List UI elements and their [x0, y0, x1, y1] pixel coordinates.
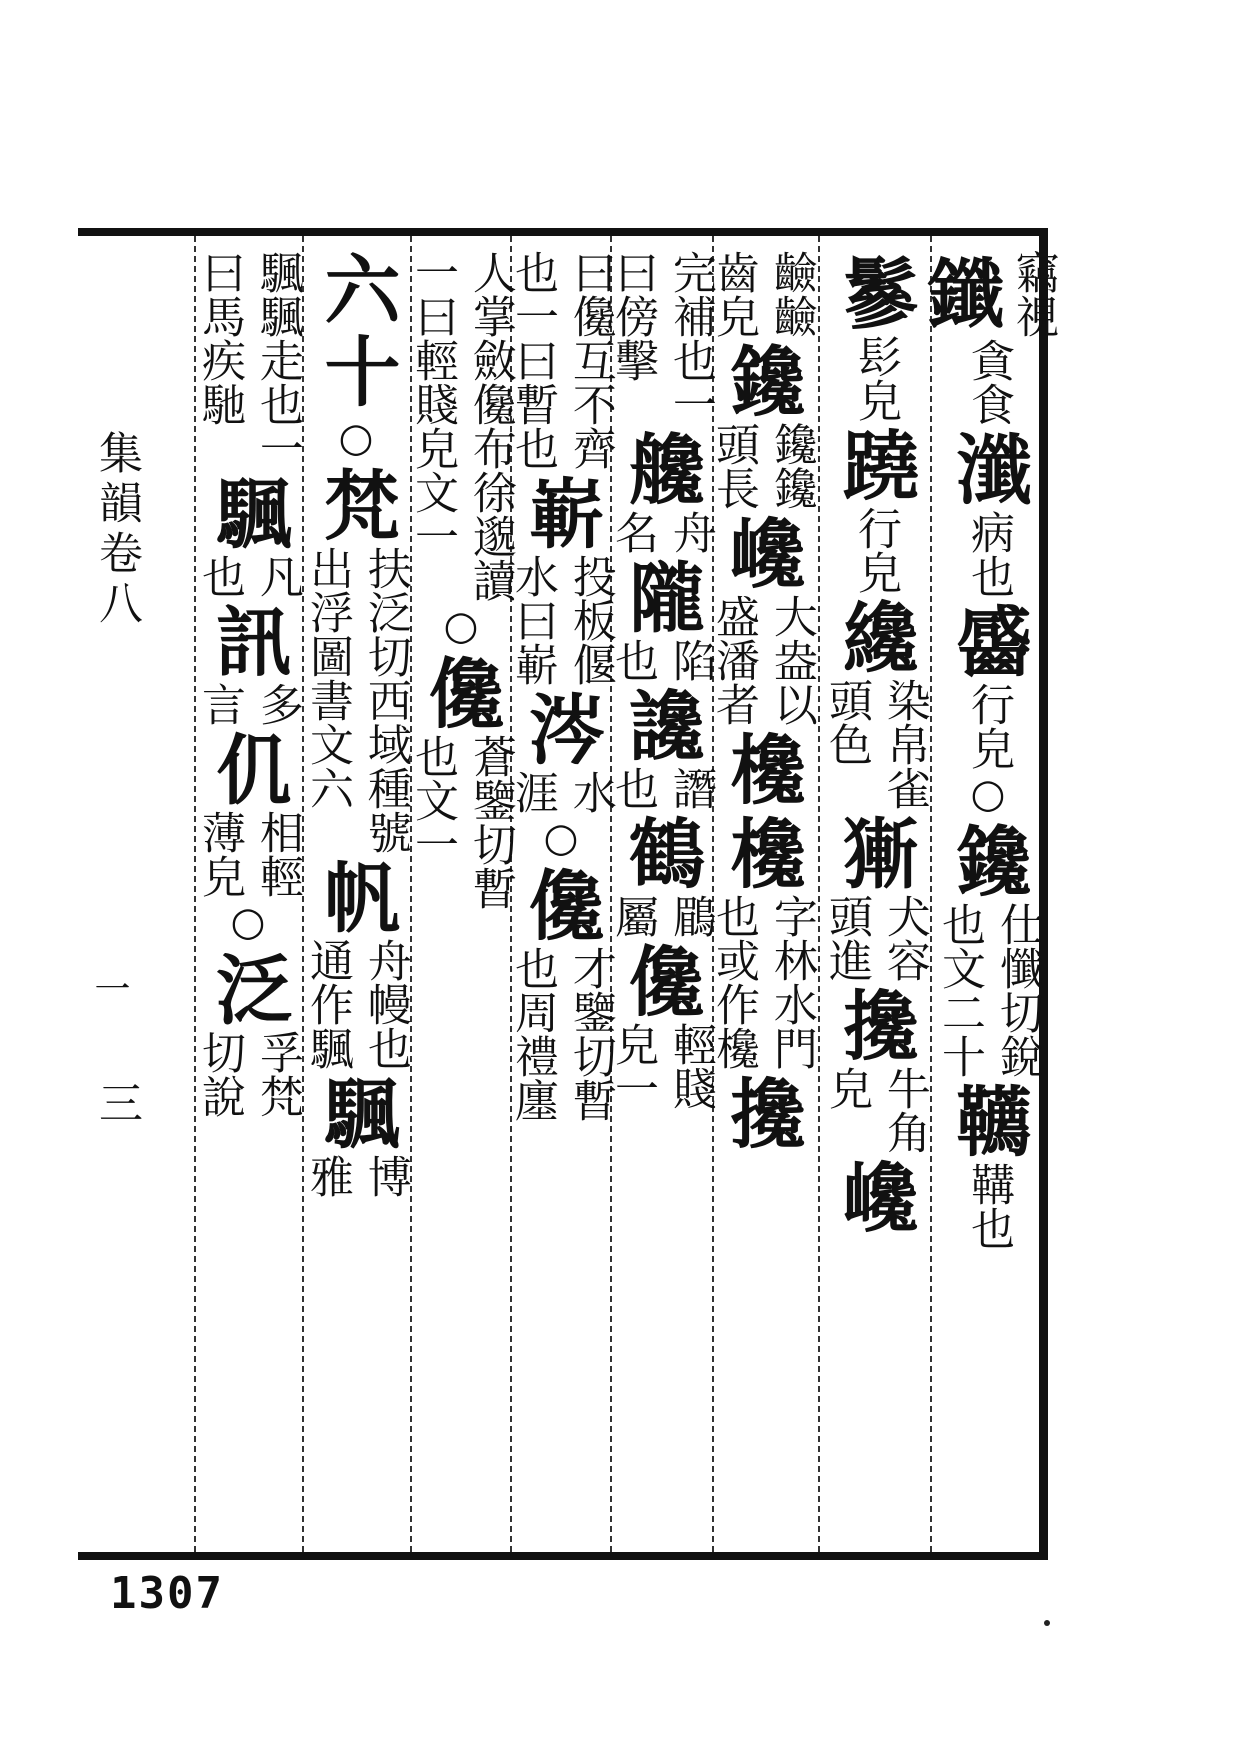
annotation-char: 儳	[464, 382, 516, 426]
margin-title: 集韻卷八	[91, 430, 142, 630]
annotation-char: 相	[251, 810, 303, 854]
annotation-char: 賤	[664, 1066, 716, 1110]
annotation-char: 作	[708, 982, 759, 1026]
annotation-block	[820, 1066, 930, 1154]
annotation-char: 擊	[607, 338, 658, 382]
annotation-char: 也	[194, 554, 245, 598]
annotation-char: 文	[407, 470, 458, 514]
annotation-char: 譖	[664, 766, 716, 810]
annotation-block	[606, 766, 716, 810]
headword: 帆	[311, 858, 401, 934]
headword: 巉	[830, 1158, 920, 1234]
annotation-char: 馬	[194, 294, 245, 338]
annotation-block	[301, 546, 411, 854]
text-column-3	[708, 250, 817, 1540]
annotation-char: 作	[302, 982, 353, 1026]
annotation-char: 二	[934, 990, 985, 1034]
column-flow	[302, 250, 411, 1198]
annotation-block	[506, 770, 616, 814]
annotation-block	[707, 422, 817, 510]
headword: 纔	[830, 598, 920, 674]
annotation-char: 斂	[464, 338, 516, 382]
annotation-block	[193, 682, 303, 726]
headword: 蹺	[830, 426, 920, 502]
annotation-char: 多	[251, 682, 303, 726]
annotation-char: 皃	[821, 1066, 872, 1110]
annotation-char: 鑒	[464, 778, 516, 822]
annotation-char: 大	[765, 594, 817, 638]
annotation-block	[820, 678, 930, 810]
annotation-char: 帛	[878, 722, 930, 766]
annotation-char: 水	[564, 770, 616, 814]
annotation-char: 一	[407, 514, 458, 558]
annotation-char: 偃	[564, 642, 616, 686]
annotation-char: 輕	[664, 1022, 716, 1066]
annotation-char: 也	[934, 902, 985, 946]
annotation-char: 切	[991, 990, 1043, 1034]
annotation-block	[849, 506, 901, 594]
headword: 梵	[311, 466, 401, 542]
column-flow	[915, 250, 1059, 1250]
headword: 隴	[616, 558, 706, 634]
annotation-char: 暫	[507, 382, 558, 426]
headword: 欃	[717, 814, 807, 890]
annotation-block	[301, 938, 411, 1070]
annotation-char: 博	[359, 1154, 411, 1198]
annotation-char: 病	[962, 510, 1014, 554]
annotation-char: 出	[302, 546, 353, 590]
annotation-block	[606, 250, 716, 426]
annotation-char: 一	[664, 382, 716, 426]
annotation-block	[506, 946, 616, 1122]
annotation-char: 銳	[991, 1034, 1043, 1078]
annotation-char: 輕	[251, 854, 303, 898]
entry-separator-circle: ○	[338, 415, 374, 461]
annotation-block	[849, 334, 901, 422]
annotation-char: 說	[194, 1074, 245, 1118]
annotation-char: 嶄	[507, 642, 558, 686]
entry-separator-circle: ○	[443, 603, 479, 649]
annotation-char: 潘	[708, 638, 759, 682]
annotation-char: 染	[878, 678, 930, 722]
annotation-char: 圖	[302, 634, 353, 678]
annotation-char: 薄	[194, 810, 245, 854]
annotation-char: 長	[708, 466, 759, 510]
annotation-block	[193, 1030, 303, 1118]
annotation-char: 行	[849, 506, 901, 550]
annotation-char: 廛	[507, 1078, 558, 1122]
text-column-8	[194, 250, 303, 1540]
annotation-block	[606, 894, 716, 938]
ink-dot	[1044, 1620, 1050, 1626]
annotation-char: 域	[359, 722, 411, 766]
annotation-char: 颿	[251, 294, 303, 338]
annotation-char: 暫	[464, 866, 516, 910]
annotation-char: 走	[251, 338, 303, 382]
annotation-block	[962, 338, 1014, 426]
annotation-char: 輕	[407, 338, 458, 382]
annotation-char: 角	[878, 1110, 930, 1154]
annotation-char: 切	[564, 1034, 616, 1078]
headword: 鬖	[830, 254, 920, 330]
annotation-char: 鑱	[765, 466, 817, 510]
annotation-block	[193, 810, 303, 898]
annotation-char: 以	[765, 682, 817, 726]
annotation-char: 欃	[708, 1026, 759, 1070]
headword: 嶄	[516, 474, 606, 550]
annotation-char: 字	[765, 894, 817, 938]
headword: 攙	[830, 986, 920, 1062]
headword: 訊	[203, 602, 293, 678]
annotation-char: 盛	[708, 594, 759, 638]
annotation-char: 或	[708, 938, 759, 982]
annotation-char: 掌	[464, 294, 516, 338]
annotation-char: 門	[765, 1026, 817, 1070]
text-column-5	[507, 250, 616, 1540]
annotation-char: 也	[607, 638, 658, 682]
annotation-char: 也	[962, 1206, 1014, 1250]
annotation-char: 一	[407, 250, 458, 294]
annotation-char: 頭	[821, 894, 872, 938]
annotation-char: 補	[664, 294, 716, 338]
annotation-block	[707, 250, 817, 338]
headword: 瀸	[943, 430, 1033, 506]
headword: 泛	[203, 950, 293, 1026]
annotation-char: 雅	[302, 1154, 353, 1198]
headword: 儳	[416, 654, 506, 730]
annotation-char: 水	[507, 554, 558, 598]
annotation-char: 颿	[251, 250, 303, 294]
annotation-char: 鞲	[962, 1162, 1014, 1206]
annotation-block	[193, 250, 303, 470]
annotation-char: 儳	[564, 294, 616, 338]
annotation-char: 曰	[564, 250, 616, 294]
annotation-block	[933, 902, 1043, 1078]
entry-separator-circle: ○	[970, 771, 1006, 817]
annotation-char: 凡	[251, 554, 303, 598]
annotation-char: 馳	[194, 382, 245, 426]
annotation-char: 傍	[607, 294, 658, 338]
annotation-char: 泛	[359, 590, 411, 634]
text-column-6	[407, 250, 516, 1540]
annotation-char: 也	[507, 946, 558, 990]
annotation-block	[301, 1154, 411, 1198]
annotation-char: 疾	[194, 338, 245, 382]
annotation-char: 陷	[664, 638, 716, 682]
annotation-char: 一	[607, 1066, 658, 1110]
annotation-char: 扶	[359, 546, 411, 590]
annotation-char: 鶥	[664, 894, 716, 938]
annotation-block	[707, 894, 817, 1070]
annotation-char: 者	[708, 682, 759, 726]
annotation-char: 邈	[464, 514, 516, 558]
annotation-char: 水	[765, 982, 817, 1026]
annotation-char: 颿	[302, 1026, 353, 1070]
entry-separator-circle: ○	[543, 815, 579, 861]
annotation-char: 曰	[194, 250, 245, 294]
annotation-char: 切	[359, 634, 411, 678]
annotation-block	[506, 554, 616, 686]
annotation-char: 皃	[194, 854, 245, 898]
annotation-char: 禮	[507, 1034, 558, 1078]
annotation-char: 頭	[821, 678, 872, 722]
annotation-block	[606, 510, 716, 554]
margin-leaf-number: 三	[91, 1080, 142, 1124]
annotation-char: 孚	[251, 1030, 303, 1074]
annotation-block	[506, 250, 616, 470]
annotation-block	[406, 250, 516, 602]
annotation-char: 皃	[407, 426, 458, 470]
annotation-char: 浮	[302, 590, 353, 634]
text-column-1	[915, 250, 1059, 1540]
headword: 鑱	[943, 822, 1033, 898]
annotation-char: 西	[359, 678, 411, 722]
headword: 鶴	[616, 814, 706, 890]
annotation-block	[820, 894, 930, 982]
headword: 仉	[203, 730, 293, 806]
annotation-char: 皃	[708, 294, 759, 338]
annotation-block	[193, 554, 303, 598]
annotation-char: 六	[302, 766, 353, 810]
annotation-char: 犬	[878, 894, 930, 938]
annotation-char: 完	[664, 250, 716, 294]
annotation-char: 互	[564, 338, 616, 382]
annotation-char: 貪	[962, 338, 1014, 382]
annotation-char: 也	[708, 894, 759, 938]
annotation-char: 視	[1007, 294, 1059, 338]
annotation-char: 板	[564, 598, 616, 642]
annotation-char: 牛	[878, 1066, 930, 1110]
annotation-char: 曰	[407, 294, 458, 338]
headword: 獑	[830, 814, 920, 890]
annotation-char: 也	[507, 250, 558, 294]
annotation-char: 一	[251, 426, 303, 470]
annotation-char: 也	[664, 338, 716, 382]
headword: 涔	[516, 690, 606, 766]
annotation-char: 一	[507, 294, 558, 338]
section-number-heading: 六十	[312, 250, 401, 414]
annotation-block	[962, 510, 1014, 598]
annotation-char: 暫	[564, 1078, 616, 1122]
annotation-char: 蒼	[464, 734, 516, 778]
annotation-char: 也	[507, 426, 558, 470]
annotation-char: 也	[359, 1026, 411, 1070]
headword: 韉	[943, 1082, 1033, 1158]
annotation-char: 䶨	[765, 294, 817, 338]
headword: 巉	[717, 514, 807, 590]
annotation-char: 曰	[507, 598, 558, 642]
annotation-char: 文	[302, 722, 353, 766]
annotation-char: 十	[934, 1034, 985, 1078]
annotation-char: 䶨	[765, 250, 817, 294]
headword: 䶠	[943, 602, 1033, 678]
annotation-char: 文	[407, 778, 458, 822]
annotation-char: 也	[962, 554, 1014, 598]
headword: 艬	[616, 430, 706, 506]
annotation-char: 周	[507, 990, 558, 1034]
page-number: 1307	[110, 1568, 224, 1619]
annotation-char: 進	[821, 938, 872, 982]
annotation-char: 皃	[962, 726, 1014, 770]
column-flow	[607, 250, 716, 1110]
annotation-char: 鑱	[765, 422, 817, 466]
annotation-char: 文	[934, 946, 985, 990]
annotation-char: 齊	[564, 426, 616, 470]
column-flow	[507, 250, 616, 1122]
headword: 儳	[616, 942, 706, 1018]
annotation-char: 行	[962, 682, 1014, 726]
annotation-char: 書	[302, 678, 353, 722]
annotation-char: 號	[359, 810, 411, 854]
annotation-char: 讀	[464, 558, 516, 602]
annotation-char: 色	[821, 722, 872, 766]
column-flow	[407, 250, 516, 910]
annotation-char: 才	[564, 946, 616, 990]
annotation-char: 切	[464, 822, 516, 866]
annotation-char: 也	[251, 382, 303, 426]
annotation-block	[406, 734, 516, 910]
annotation-char: 人	[464, 250, 516, 294]
annotation-char: 皃	[849, 378, 901, 422]
annotation-char: 齒	[708, 250, 759, 294]
headword: 鑱	[717, 342, 807, 418]
annotation-char: 曰	[607, 250, 658, 294]
annotation-char: 懺	[991, 946, 1043, 990]
annotation-char: 投	[564, 554, 616, 598]
entry-separator-circle: ○	[230, 899, 266, 945]
annotation-char: 皃	[607, 1022, 658, 1066]
margin-dash: 一	[89, 970, 130, 1006]
annotation-block	[606, 1022, 716, 1110]
annotation-char: 一	[407, 822, 458, 866]
annotation-char: 屬	[607, 894, 658, 938]
annotation-char: 曰	[507, 338, 558, 382]
annotation-char: 涯	[507, 770, 558, 814]
annotation-char: 容	[878, 938, 930, 982]
annotation-char: 通	[302, 938, 353, 982]
annotation-char: 仕	[991, 902, 1043, 946]
column-flow	[708, 250, 817, 1154]
annotation-char: 言	[194, 682, 245, 726]
annotation-char: 不	[564, 382, 616, 426]
annotation-char: 賤	[407, 382, 458, 426]
headword: 鑯	[915, 254, 1005, 330]
headword: 攙	[717, 1074, 807, 1150]
annotation-char: 名	[607, 510, 658, 554]
annotation-char: 也	[607, 766, 658, 810]
annotation-char: 竊	[1007, 250, 1059, 294]
headword: 讒	[616, 686, 706, 762]
annotation-char: 徐	[464, 470, 516, 514]
annotation-char: 髟	[849, 334, 901, 378]
column-flow	[194, 250, 303, 1118]
headword: 欃	[717, 730, 807, 806]
annotation-char: 雀	[878, 766, 930, 810]
text-column-7	[302, 250, 411, 1540]
annotation-block	[707, 594, 817, 726]
annotation-char: 切	[194, 1030, 245, 1074]
annotation-char: 皃	[849, 550, 901, 594]
annotation-char: 布	[464, 426, 516, 470]
annotation-char: 梵	[251, 1074, 303, 1118]
annotation-char: 林	[765, 938, 817, 982]
annotation-block	[962, 682, 1014, 770]
annotation-char: 頭	[708, 422, 759, 466]
text-column-2	[820, 250, 930, 1540]
headword: 颿	[203, 474, 293, 550]
annotation-char: 食	[962, 382, 1014, 426]
column-flow	[820, 250, 930, 1238]
annotation-char: 舟	[359, 938, 411, 982]
annotation-block	[606, 638, 716, 682]
annotation-char: 舟	[664, 510, 716, 554]
annotation-char: 種	[359, 766, 411, 810]
annotation-block	[962, 1162, 1014, 1250]
annotation-char: 也	[407, 734, 458, 778]
text-column-4	[607, 250, 716, 1540]
headword: 儳	[516, 866, 606, 942]
annotation-char: 鑒	[564, 990, 616, 1034]
annotation-char: 幔	[359, 982, 411, 1026]
headword: 颿	[311, 1074, 401, 1150]
annotation-char: 盎	[765, 638, 817, 682]
